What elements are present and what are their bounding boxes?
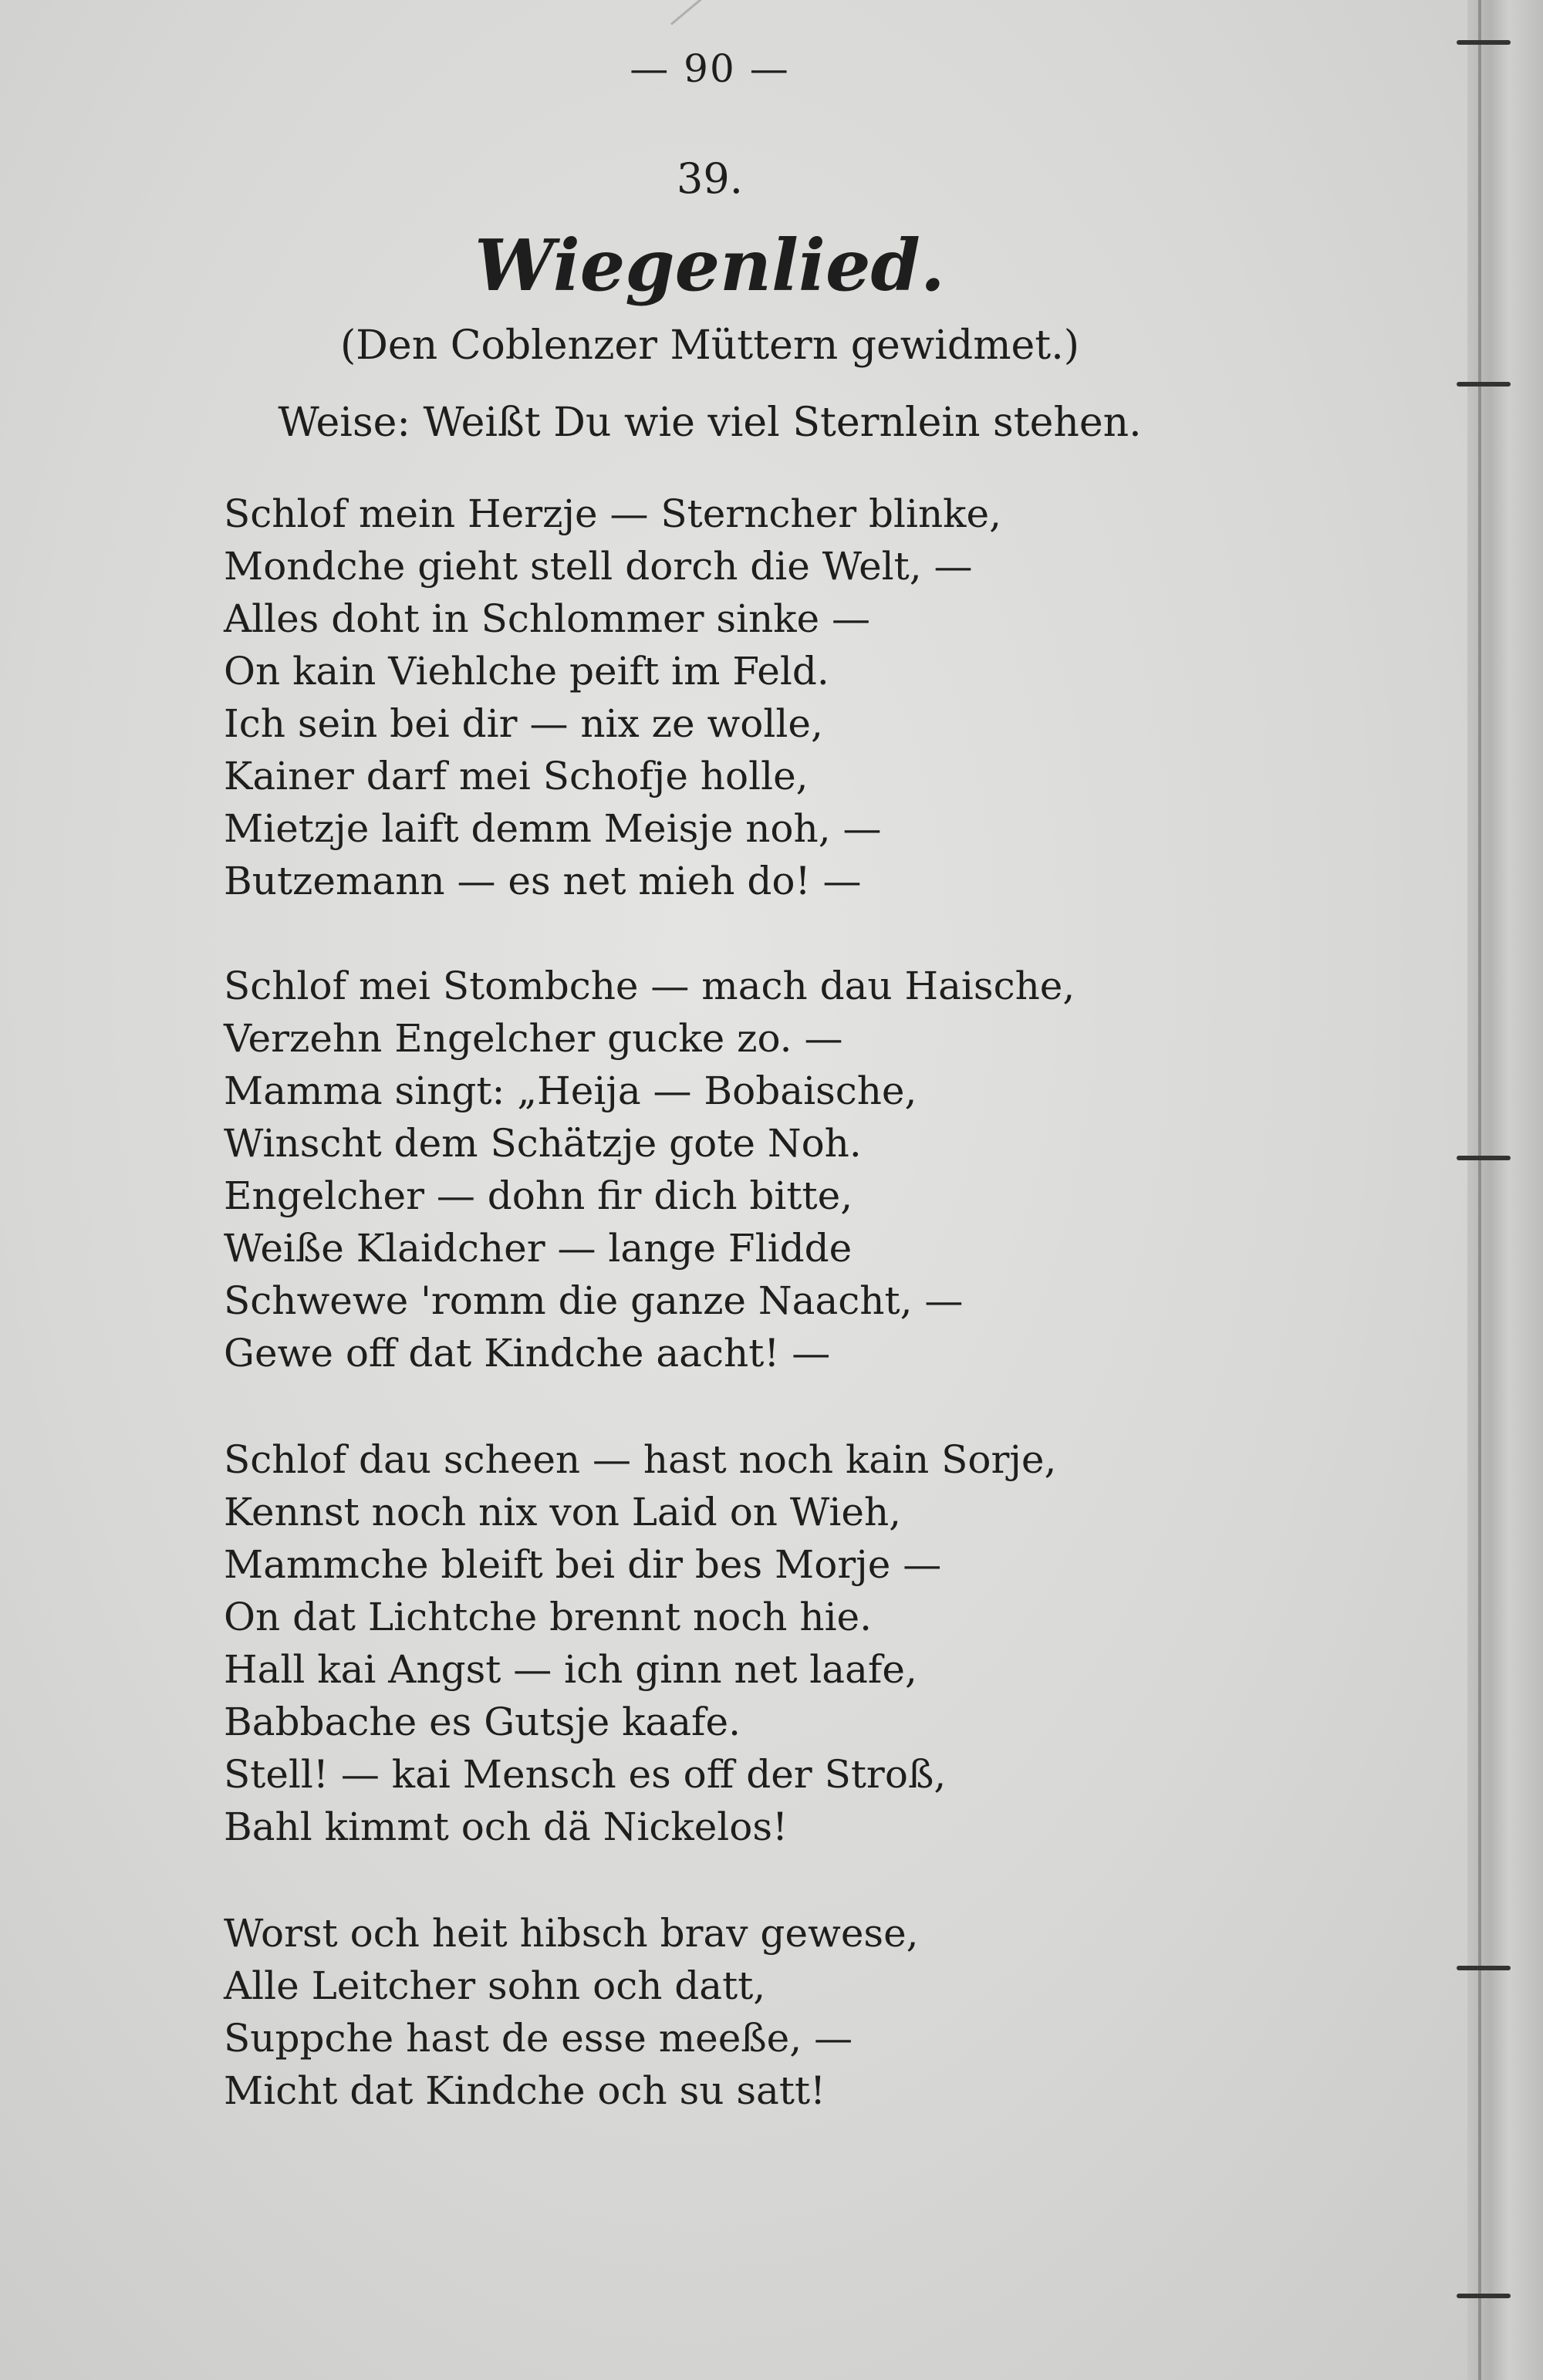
verse-line: Schlof dau scheen — hast noch kain Sorje,	[224, 1437, 1057, 1482]
poem-number: 39.	[677, 154, 743, 203]
binding-stitch	[1457, 1966, 1511, 1970]
verse-line: Micht dat Kindche och su satt!	[224, 2068, 826, 2113]
pencil-scratch-mark	[670, 0, 920, 25]
verse-line: Ich sein bei dir — nix ze wolle,	[224, 701, 823, 746]
verse-line: Kainer darf mei Schofje holle,	[224, 754, 809, 798]
binding-stitch	[1457, 1156, 1511, 1160]
stanza	[224, 488, 1227, 907]
verse-line: Mietzje laift demm Meisje noh, —	[224, 806, 882, 851]
poem-title: Wiegenlied.	[474, 224, 945, 307]
poem-dedication: (Den Coblenzer Müttern gewidmet.)	[339, 322, 1080, 369]
verse-line: Weiße Klaidcher — lange Flidde	[224, 1226, 853, 1271]
verse-line: Worst och heit hibsch brav gewese,	[224, 1911, 919, 1956]
binding-stitch	[1457, 382, 1511, 387]
binding-stitch	[1457, 40, 1511, 45]
verse-line: Alles doht in Schlommer sinke —	[224, 596, 871, 641]
verse-line: Schwewe 'romm die ganze Naacht, —	[224, 1278, 964, 1323]
stanza	[224, 960, 1227, 1379]
verse-line: Hall kai Angst — ich ginn net laafe,	[224, 1647, 917, 1692]
verse-line: Gewe off dat Kindche aacht! —	[224, 1331, 831, 1376]
binding-fold-line	[1478, 0, 1481, 2380]
binding-stitch	[1457, 2294, 1511, 2298]
verse-line: Winscht dem Schätzje gote Noh.	[224, 1121, 862, 1166]
stanza	[224, 1907, 1227, 2117]
verse-line: Engelcher — dohn fir dich bitte,	[224, 1173, 853, 1218]
verse-line: Schlof mein Herzje — Sterncher blinke,	[224, 491, 1001, 536]
verse-line: On dat Lichtche brennt noch hie.	[224, 1595, 873, 1639]
verse-line: Mondche gieht stell dorch die Welt, —	[224, 544, 973, 589]
page-number: — 90 —	[630, 46, 790, 91]
verse-line: Schlof mei Stombche — mach dau Haische,	[224, 964, 1075, 1008]
verse-line: Butzemann — es net mieh do! —	[224, 859, 862, 903]
verse-line: Babbache es Gutsje kaafe.	[224, 1700, 741, 1744]
verse-line: Alle Leitcher sohn och datt,	[224, 1963, 766, 2008]
verse-line: Mamma singt: „Heija — Bobaische,	[224, 1068, 917, 1113]
verse-line: Suppche hast de esse meeße, —	[224, 2016, 853, 2061]
verse-line: Kennst noch nix von Laid on Wieh,	[224, 1490, 902, 1534]
melody-note: Weise: Weißt Du wie viel Sternlein stehen.	[278, 400, 1142, 446]
verse-line: Bahl kimmt och dä Nickelos!	[224, 1804, 788, 1849]
verse-line: On kain Viehlche peift im Feld.	[224, 649, 829, 694]
verse-line: Verzehn Engelcher gucke zo. —	[224, 1016, 843, 1061]
verse-line: Stell! — kai Mensch es off der Stroß,	[224, 1752, 947, 1797]
stanza	[224, 1433, 1227, 1853]
verse-line: Mammche bleift bei dir bes Morje —	[224, 1542, 942, 1587]
